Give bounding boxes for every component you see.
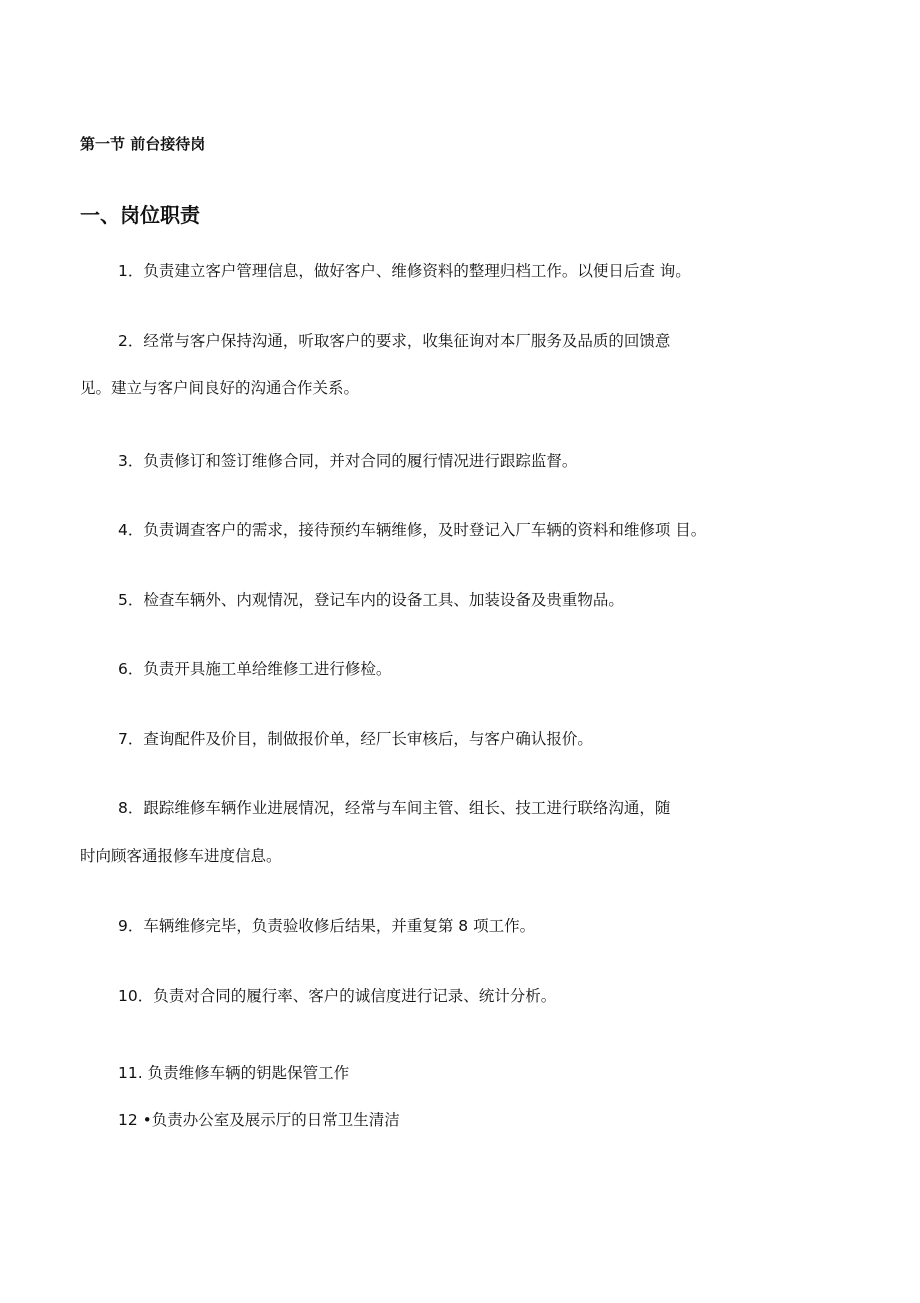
section-title: 第一节 前台接待岗 xyxy=(80,135,206,153)
list-item: 4．负责调查客户的需求，接待预约车辆维修，及时登记入厂车辆的资料和维修项 目。 xyxy=(118,521,707,539)
list-item: 3．负责修订和签订维修合同，并对合同的履行情况进行跟踪监督。 xyxy=(118,452,578,470)
list-item-continuation: 见。建立与客户间良好的沟通合作关系。 xyxy=(80,379,360,397)
list-item-continuation: 时向顾客通报修车进度信息。 xyxy=(80,847,282,865)
list-item: 9．车辆维修完毕，负责验收修后结果，并重复第 8 项工作。 xyxy=(118,917,536,935)
list-item: 8．跟踪维修车辆作业进展情况，经常与车间主管、组长、技工进行联络沟通，随 xyxy=(118,799,671,817)
list-item: 11. 负责维修车辆的钥匙保管工作 xyxy=(118,1064,350,1082)
list-item: 5．检查车辆外、内观情况，登记车内的设备工具、加装设备及贵重物品。 xyxy=(118,591,624,609)
page-heading: 一、岗位职责 xyxy=(80,203,200,227)
list-item: 1．负责建立客户管理信息，做好客户、维修资料的整理归档工作。以便日后查 询。 xyxy=(118,262,691,280)
list-item: 12 •负责办公室及展示厅的日常卫生清洁 xyxy=(118,1111,400,1129)
list-item: 7．查询配件及价目，制做报价单，经厂长审核后，与客户确认报价。 xyxy=(118,730,593,748)
list-item: 6．负责开具施工单给维修工进行修检。 xyxy=(118,660,392,678)
list-item: 2．经常与客户保持沟通，听取客户的要求，收集征询对本厂服务及品质的回馈意 xyxy=(118,332,671,350)
list-item: 10．负责对合同的履行率、客户的诚信度进行记录、统计分析。 xyxy=(118,987,557,1005)
